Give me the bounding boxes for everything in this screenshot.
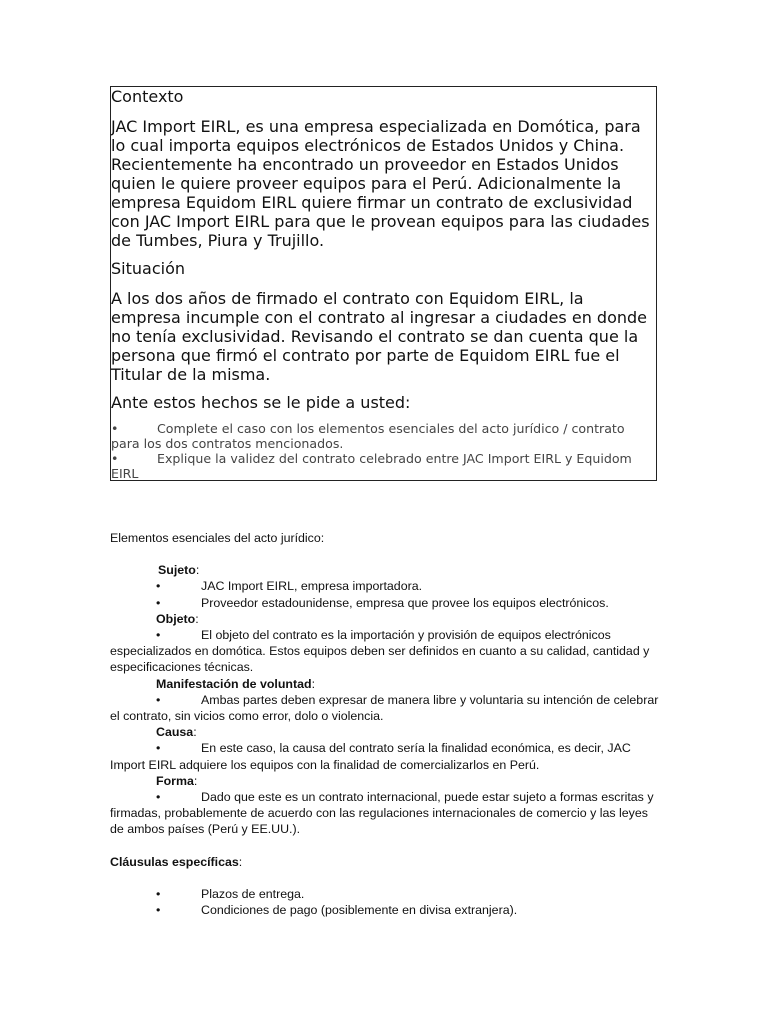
document-body bbox=[110, 530, 660, 918]
list-item: • Condiciones de pago (posiblemente en divisa extranjera). bbox=[156, 903, 518, 918]
bullet-icon: • bbox=[156, 692, 161, 707]
sujeto-heading: Sujeto: bbox=[158, 563, 200, 578]
manifestacion-text: • Ambas partes deben expresar de manera libre y voluntaria su intención de celebrar el contrato, sin vicios como error, dolo o violencia. bbox=[110, 692, 659, 724]
situacion-title: Situación bbox=[111, 259, 185, 278]
causa-text: • En este caso, la causa del contrato sería la finalidad económica, es decir, JAC Import EIRL adquiere los equipos con la finalidad de comercializarlos en Perú. bbox=[110, 741, 631, 772]
contexto-text: JAC Import EIRL, es una empresa especializada en Domótica, para lo cual importa equipos electrónicos de Estados Unidos y China. Recientemente ha encontrado un proveedor en Estados Unidos quien le quiere proveer equipos para el Perú. Adicionalmente la empresa Equidom EIRL quiere firmar un contrato de exclusividad con JAC Import EIRL para que le provean equipos para las ciudades de Tumbes, Piura y Trujillo. bbox=[111, 117, 650, 250]
bullet-icon: • bbox=[156, 579, 161, 594]
forma-text: • Dado que este es un contrato internacional, puede estar sujeto a formas escritas y firmadas, probablemente de acuerdo con las regulaciones internacionales de comercio y las leyes de ambos países (Perú y EE.UU.). bbox=[110, 790, 654, 837]
causa-heading: Causa: bbox=[156, 725, 197, 740]
bullet-icon: • bbox=[111, 421, 119, 436]
list-item: • JAC Import EIRL, empresa importadora. bbox=[156, 579, 423, 594]
objeto-heading: Objeto: bbox=[156, 611, 199, 626]
doc-heading: Elementos esenciales del acto jurídico: bbox=[110, 531, 325, 545]
forma-heading: Forma: bbox=[156, 773, 198, 788]
list-item: • Proveedor estadounidense, empresa que provee los equipos electrónicos. bbox=[156, 595, 609, 610]
bullet-icon: • bbox=[156, 886, 161, 901]
objeto-text: • El objeto del contrato es la importación y provisión de equipos electrónicos especializados en domótica. Estos equipos deben ser definidos en cuanto a su calidad, cantidad y especificaciones técnicas. bbox=[110, 628, 650, 675]
bullet-icon: • bbox=[111, 451, 119, 466]
bullet-icon: • bbox=[156, 790, 161, 805]
bullet-icon: • bbox=[156, 741, 161, 756]
case-box bbox=[110, 86, 657, 481]
list-item: • Plazos de entrega. bbox=[156, 886, 305, 901]
manifestacion-heading: Manifestación de voluntad: bbox=[156, 676, 316, 691]
bullet-icon: • bbox=[156, 903, 161, 918]
bullet-icon: • bbox=[156, 595, 161, 610]
contexto-title: Contexto bbox=[111, 87, 184, 106]
pide-text: Ante estos hechos se le pide a usted: bbox=[111, 393, 411, 412]
clausulas-heading: Cláusulas específicas: bbox=[110, 854, 243, 869]
box-bullet-2: • Explique la validez del contrato celebrado entre JAC Import EIRL y Equidom EIRL bbox=[111, 451, 632, 481]
box-bullet-1: • Complete el caso con los elementos esenciales del acto jurídico / contrato para los dos contratos mencionados. bbox=[111, 421, 625, 451]
bullet-icon: • bbox=[156, 628, 161, 643]
situacion-text: A los dos años de firmado el contrato con Equidom EIRL, la empresa incumple con el contrato al ingresar a ciudades en donde no tenía exclusividad. Revisando el contrato se dan cuenta que la persona que firmó el contrato por parte de Equidom EIRL fue el Titular de la misma. bbox=[111, 289, 648, 384]
